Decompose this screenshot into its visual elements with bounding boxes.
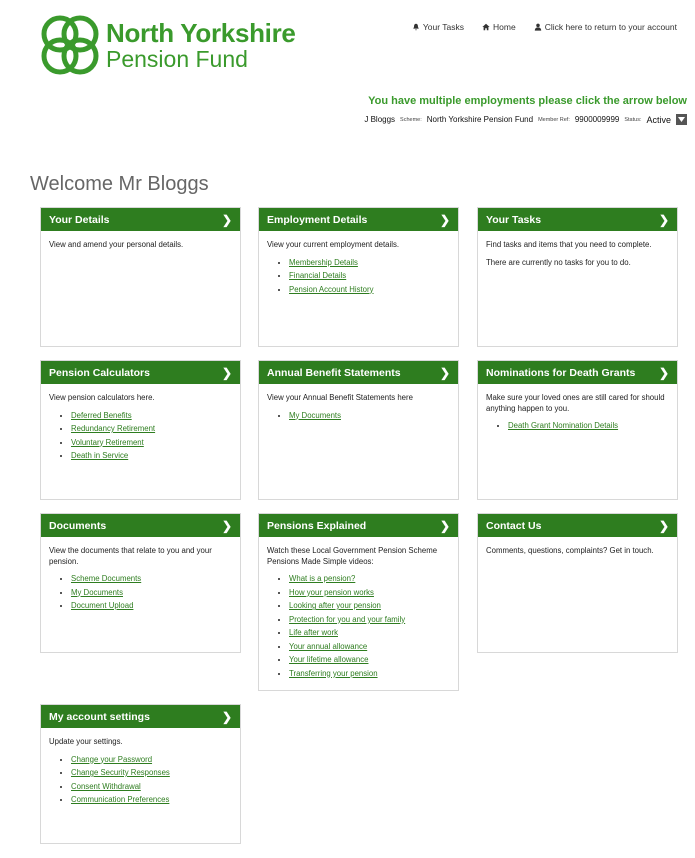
list-item	[508, 421, 669, 432]
card-contact-us	[477, 513, 678, 653]
card-employment-details	[258, 207, 459, 347]
link-how-your-pension-works[interactable]: How your pension works	[289, 587, 374, 597]
list-item	[289, 588, 450, 599]
caret-down-icon	[678, 117, 685, 122]
card-header-pension-calculators[interactable]	[41, 361, 240, 384]
link-deferred-benefits[interactable]: Deferred Benefits	[71, 410, 132, 420]
member-name: J Bloggs	[364, 115, 396, 124]
card-title: Pension Calculators	[49, 366, 150, 379]
card-link-list	[49, 755, 232, 806]
card-description: Comments, questions, complaints? Get in touch.	[486, 546, 654, 555]
link-your-lifetime-allowance[interactable]: Your lifetime allowance	[289, 655, 369, 665]
card-title: Documents	[49, 519, 107, 532]
list-item	[71, 755, 232, 766]
card-your-details	[40, 207, 241, 347]
link-my-documents[interactable]: My Documents	[289, 410, 341, 420]
chevron-right-icon: ❯	[439, 212, 450, 227]
scheme-label: Scheme:	[400, 116, 422, 123]
chevron-right-icon: ❯	[658, 212, 669, 227]
link-membership-details[interactable]: Membership Details	[289, 257, 358, 267]
status-label: Status:	[624, 116, 642, 123]
chevron-right-icon: ❯	[221, 518, 232, 533]
card-body	[259, 384, 458, 433]
logo-rings-icon	[34, 10, 106, 82]
link-scheme-documents[interactable]: Scheme Documents	[71, 574, 142, 584]
chevron-right-icon: ❯	[658, 365, 669, 380]
card-title: Nominations for Death Grants	[486, 366, 636, 379]
member-ref-value: 9900009999	[574, 115, 620, 124]
card-title: Pensions Explained	[267, 519, 367, 532]
logo[interactable]	[34, 10, 324, 85]
link-redundancy-retirement[interactable]: Redundancy Retirement	[71, 424, 156, 434]
card-link-list	[49, 574, 232, 612]
card-header-your-details[interactable]	[41, 208, 240, 231]
multiple-employments-message: You have multiple employments please click the arrow below	[368, 95, 687, 107]
link-consent-withdrawal[interactable]: Consent Withdrawal	[71, 781, 141, 791]
card-body	[41, 728, 240, 818]
card-pensions-explained	[258, 513, 459, 691]
card-description: There are currently no tasks for you to do.	[486, 257, 631, 267]
link-protection-for-you-and-your-family[interactable]: Protection for you and your family	[289, 614, 406, 624]
card-body	[259, 537, 458, 691]
member-ref-label: Member Ref:	[538, 116, 570, 123]
link-communication-preferences[interactable]: Communication Preferences	[71, 795, 170, 805]
link-looking-after-your-pension[interactable]: Looking after your pension	[289, 601, 381, 611]
list-item	[71, 768, 232, 779]
scheme-value: North Yorkshire Pension Fund	[426, 115, 534, 124]
list-item	[289, 628, 450, 639]
card-body	[41, 537, 240, 624]
card-body	[41, 384, 240, 474]
status-value: Active	[646, 114, 671, 125]
card-body	[478, 231, 677, 284]
nav-your-tasks-label: Your Tasks	[422, 22, 465, 32]
card-link-list	[49, 411, 232, 462]
card-description: Find tasks and items that you need to complete.	[486, 240, 652, 249]
list-item	[289, 574, 450, 585]
list-item	[71, 782, 232, 793]
card-documents	[40, 513, 241, 653]
welcome-heading: Welcome Mr Bloggs	[30, 173, 209, 195]
nav-home-label: Home	[493, 22, 516, 32]
link-document-upload[interactable]: Document Upload	[71, 601, 134, 611]
nav-your-tasks[interactable]	[412, 22, 464, 32]
card-body	[41, 231, 240, 267]
card-link-list	[267, 574, 450, 679]
list-item	[71, 411, 232, 422]
card-body	[478, 537, 677, 573]
list-item	[71, 451, 232, 462]
card-header-documents[interactable]	[41, 514, 240, 537]
list-item	[289, 615, 450, 626]
card-nominations-for-death-grants	[477, 360, 678, 500]
chevron-right-icon: ❯	[658, 518, 669, 533]
link-what-is-a-pension[interactable]: What is a pension?	[289, 574, 356, 584]
link-change-security-responses[interactable]: Change Security Responses	[71, 768, 170, 778]
list-item	[289, 642, 450, 653]
link-financial-details[interactable]: Financial Details	[289, 271, 347, 281]
brand-name-line2: Pension Fund	[106, 46, 248, 72]
nav-home[interactable]	[482, 22, 516, 32]
home-icon	[482, 23, 490, 31]
card-title: Your Tasks	[486, 213, 542, 226]
card-body	[259, 231, 458, 307]
card-header-your-tasks[interactable]	[478, 208, 677, 231]
chevron-right-icon: ❯	[221, 365, 232, 380]
chevron-right-icon: ❯	[439, 518, 450, 533]
card-header-nominations-for-death-grants[interactable]	[478, 361, 677, 384]
card-description: View and amend your personal details.	[49, 240, 184, 249]
card-header-contact-us[interactable]	[478, 514, 677, 537]
list-item	[289, 258, 450, 269]
card-title: Employment Details	[267, 213, 368, 226]
card-link-list	[486, 421, 669, 432]
list-item	[71, 601, 232, 612]
list-item	[289, 655, 450, 666]
card-description: Watch these Local Government Pension Scheme Pensions Made Simple videos:	[267, 546, 438, 566]
employment-dropdown-button[interactable]	[676, 114, 687, 125]
list-item	[71, 438, 232, 449]
card-description: View pension calculators here.	[49, 393, 155, 402]
card-pension-calculators	[40, 360, 241, 500]
link-your-annual-allowance[interactable]: Your annual allowance	[289, 641, 368, 651]
card-my-account-settings	[40, 704, 241, 844]
link-voluntary-retirement[interactable]: Voluntary Retirement	[71, 437, 144, 447]
chevron-right-icon: ❯	[439, 365, 450, 380]
card-description: Update your settings.	[49, 737, 123, 746]
link-change-your-password[interactable]: Change your Password	[71, 754, 153, 764]
user-icon	[534, 23, 542, 31]
employment-summary	[364, 114, 687, 125]
card-body	[478, 384, 677, 444]
list-item	[71, 588, 232, 599]
chevron-right-icon: ❯	[221, 709, 232, 724]
card-header-annual-benefit-statements[interactable]	[259, 361, 458, 384]
link-my-documents[interactable]: My Documents	[71, 587, 123, 597]
card-title: Annual Benefit Statements	[267, 366, 401, 379]
card-title: My account settings	[49, 710, 150, 723]
link-life-after-work[interactable]: Life after work	[289, 628, 338, 638]
card-description: Make sure your loved ones are still cared for should anything happen to you.	[486, 393, 665, 413]
list-item	[289, 285, 450, 296]
list-item	[289, 601, 450, 612]
brand-name-line1: North Yorkshire	[106, 18, 296, 48]
list-item	[71, 574, 232, 585]
card-description: View your current employment details.	[267, 240, 400, 249]
card-description: View the documents that relate to you and your pension.	[49, 546, 212, 566]
card-link-list	[267, 258, 450, 296]
list-item	[71, 424, 232, 435]
link-death-grant-nomination-details[interactable]: Death Grant Nomination Details	[508, 421, 619, 431]
card-header-employment-details[interactable]	[259, 208, 458, 231]
card-title: Contact Us	[486, 519, 542, 532]
card-annual-benefit-statements	[258, 360, 459, 500]
card-description: View your Annual Benefit Statements here	[267, 393, 413, 402]
card-title: Your Details	[49, 213, 110, 226]
list-item	[71, 795, 232, 806]
list-item	[289, 411, 450, 422]
bell-icon	[412, 23, 420, 31]
link-death-in-service[interactable]: Death in Service	[71, 451, 129, 461]
card-header-my-account-settings[interactable]	[41, 705, 240, 728]
list-item	[289, 669, 450, 680]
chevron-right-icon: ❯	[221, 212, 232, 227]
nav-return-account-label: Click here to return to your account	[544, 22, 677, 32]
link-pension-account-history[interactable]: Pension Account History	[289, 284, 374, 294]
top-navigation	[412, 22, 677, 32]
link-transferring-your-pension[interactable]: Transferring your pension	[289, 668, 378, 678]
nav-return-account[interactable]	[534, 22, 677, 32]
list-item	[289, 271, 450, 282]
card-your-tasks	[477, 207, 678, 347]
card-header-pensions-explained[interactable]	[259, 514, 458, 537]
card-link-list	[267, 411, 450, 422]
